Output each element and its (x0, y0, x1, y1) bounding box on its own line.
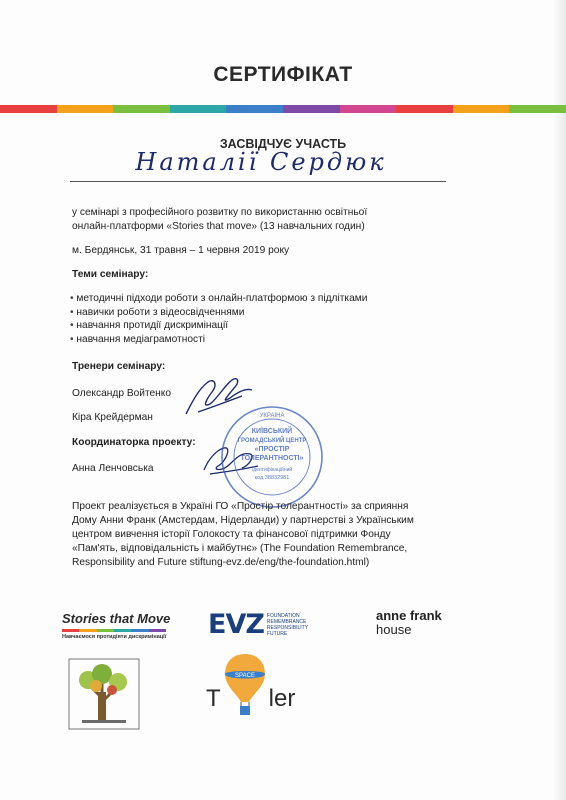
name-underline (70, 181, 446, 182)
topics-list (70, 292, 367, 346)
bar-segment (79, 629, 96, 632)
event-line-1: у семінарі з професійного розвитку по використанню освітньої (72, 207, 368, 218)
coordinator-heading: Координаторка проекту: (72, 437, 196, 448)
stripe-segment (340, 105, 397, 113)
bar-segment (149, 629, 166, 632)
coordinator-name: Анна Ленчовська (72, 463, 154, 474)
stamp-text: код 38832981 (254, 475, 290, 481)
evz-logo (208, 609, 308, 640)
evz-tagline (267, 613, 308, 637)
project-line-3: центром вивчення історії Голокосту та фінансової підтримки Фонду (72, 529, 391, 540)
stamp-text: ГРОМАДСЬКИЙ ЦЕНТР (237, 438, 307, 444)
stripe-segment (113, 105, 170, 113)
evz-tagline-line: FOUNDATION (266, 612, 300, 619)
project-line-2: Дому Анни Франк (Амстердам, Нідерланди) у партнерстві з Українським (72, 515, 414, 526)
trainers-heading: Тренери семінару: (72, 361, 166, 372)
scan-edge-shadow (552, 0, 566, 800)
evz-tagline-line: RESPONSIBILITY (266, 624, 309, 631)
trainer-name: Кіра Крейдерман (72, 412, 153, 423)
bar-segment (114, 629, 131, 632)
stamp-text: ТОЛЕРАНТНОСТІ» (240, 455, 304, 462)
place-date: м. Бердянськ, 31 травня – 1 червня 2019 року (72, 245, 290, 256)
traveler-space-logo (206, 666, 295, 732)
project-line-5: Responsibility and Future stiftung-evz.de/eng/the-foundation.html) (72, 557, 370, 568)
topics-heading: Теми семінару: (72, 269, 149, 280)
certificate-title: СЕРТИФІКАТ (213, 63, 353, 86)
stripe-segment (170, 105, 227, 113)
holocaust-center-tree-logo (68, 658, 140, 730)
stripe-segment (283, 105, 340, 113)
stamp-text: Ідентифікаційний (251, 467, 293, 473)
stamp-text: КИЇВСЬКИЙ (251, 428, 293, 435)
traveler-t-text: T (206, 685, 221, 712)
list-item: • методичні підходи роботи з онлайн-платформою з підлітками (70, 292, 367, 306)
traveler-ler-text: ler (268, 685, 296, 712)
evz-tagline-line: REMEMBRANCE (266, 618, 307, 625)
confirms-participation: ЗАСВІДЧУЄ УЧАСТЬ (219, 137, 347, 151)
anne-frank-house-logo (376, 609, 442, 637)
bar-segment (62, 629, 79, 632)
stamp-ring-text: УКРАЇНА (259, 413, 285, 419)
trainer-name: Олександр Войтенко (72, 388, 172, 399)
organization-stamp (210, 405, 330, 515)
list-item: • навчання медіаграмотності (70, 333, 367, 347)
evz-tagline-line: FUTURE (266, 630, 288, 637)
stripe-segment (453, 105, 510, 113)
recipient-name: Наталії Сердюк (135, 148, 387, 176)
evz-mark: EVZ (208, 609, 264, 640)
anne-frank-text: anne frank (376, 608, 442, 623)
hot-air-balloon-icon (223, 652, 267, 718)
house-text: house (376, 622, 412, 637)
stories-logo-text: Stories that Move (62, 611, 171, 626)
bar-segment (97, 629, 114, 632)
stories-logo-subtitle: Навчаємося протидіяти дискримінації (62, 634, 167, 640)
stories-that-move-logo (62, 611, 170, 640)
stripe-segment (0, 105, 57, 113)
stories-logo-bar (62, 629, 166, 632)
stamp-text: «ПРОСТІР (254, 446, 290, 453)
stripe-segment (396, 105, 453, 113)
color-stripe (0, 105, 566, 113)
event-line-2: онлайн-платформи «Stories that move» (13 навчальних годин) (72, 221, 365, 232)
balloon-text: SPACE (234, 673, 255, 679)
project-line-4: «Пам'ять, відповідальність і майбутнє» (The Foundation Remembrance, (72, 543, 408, 554)
stripe-segment (57, 105, 114, 113)
list-item: • навички роботи з відеосвідченнями (70, 306, 367, 320)
bar-segment (131, 629, 148, 632)
stripe-segment (226, 105, 283, 113)
stripe-segment (509, 105, 566, 113)
list-item: • навчання протидії дискримінації (70, 319, 367, 333)
project-line-1: Проект реалізується в Україні ГО «Простір толерантності» за сприяння (72, 501, 409, 512)
